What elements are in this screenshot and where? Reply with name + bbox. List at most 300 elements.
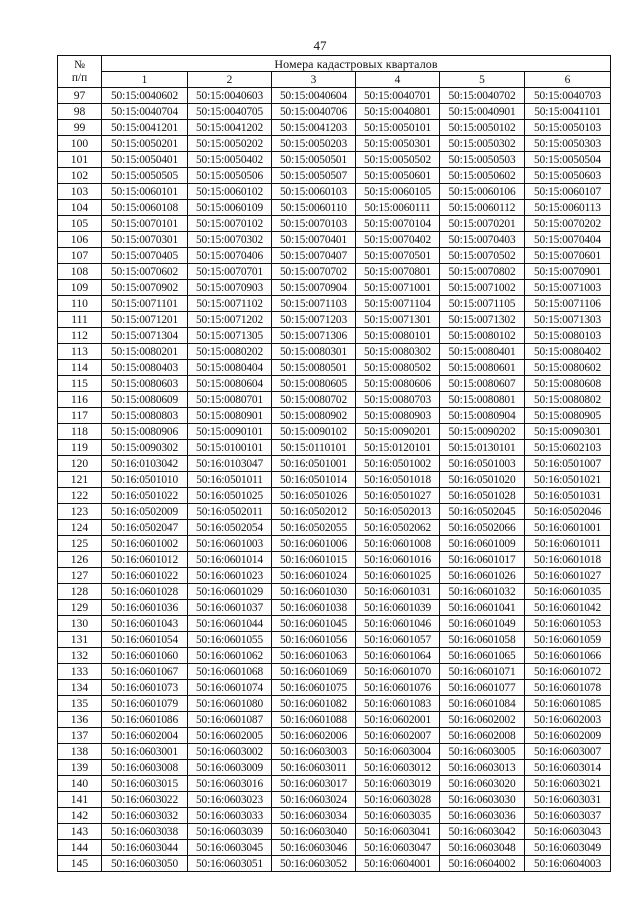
cadastral-number-cell: 50:15:0040705 [188,104,272,120]
cadastral-number-cell: 50:15:0080703 [356,392,440,408]
cadastral-number-cell: 50:15:0080609 [102,392,188,408]
cadastral-number-cell: 50:16:0601057 [356,632,440,648]
cadastral-number-cell: 50:16:0501014 [272,472,356,488]
cadastral-number-cell: 50:15:0080602 [525,360,611,376]
cadastral-number-cell: 50:15:0070402 [356,232,440,248]
cadastral-number-cell: 50:16:0601083 [356,696,440,712]
cadastral-number-cell: 50:16:0603044 [102,840,188,856]
table-row [58,120,611,136]
cadastral-number-cell: 50:15:0070407 [272,248,356,264]
row-number-cell: 115 [58,376,102,392]
cadastral-number-cell: 50:16:0601028 [102,584,188,600]
table-row [58,808,611,824]
table-row [58,360,611,376]
cadastral-number-cell: 50:16:0601029 [188,584,272,600]
cadastral-number-cell: 50:15:0080302 [356,344,440,360]
cadastral-number-cell: 50:15:0070602 [102,264,188,280]
cadastral-number-cell: 50:16:0603037 [525,808,611,824]
cadastral-number-cell: 50:16:0501007 [525,456,611,472]
row-number-cell: 102 [58,168,102,184]
cadastral-number-cell: 50:15:0040702 [440,88,525,104]
cadastral-number-cell: 50:16:0603045 [188,840,272,856]
cadastral-number-cell: 50:16:0601022 [102,568,188,584]
cadastral-number-cell: 50:15:0040703 [525,88,611,104]
table-row [58,728,611,744]
cadastral-number-cell: 50:15:0080606 [356,376,440,392]
row-number-cell: 109 [58,280,102,296]
cadastral-number-cell: 50:16:0601001 [525,520,611,536]
cadastral-number-cell: 50:15:0071202 [188,312,272,328]
table-row [58,328,611,344]
cadastral-number-cell: 50:16:0601070 [356,664,440,680]
cadastral-number-cell: 50:15:0070101 [102,216,188,232]
table-title-header: Номера кадастровых кварталов [102,56,611,72]
cadastral-number-cell: 50:16:0603041 [356,824,440,840]
row-number-cell: 100 [58,136,102,152]
cadastral-number-cell: 50:16:0601008 [356,536,440,552]
row-number-cell: 112 [58,328,102,344]
cadastral-number-cell: 50:15:0071101 [102,296,188,312]
cadastral-number-cell: 50:16:0601014 [188,552,272,568]
cadastral-number-cell: 50:15:0040604 [272,88,356,104]
cadastral-number-cell: 50:16:0601066 [525,648,611,664]
cadastral-number-cell: 50:15:0071003 [525,280,611,296]
cadastral-number-cell: 50:16:0601039 [356,600,440,616]
cadastral-number-cell: 50:15:0090202 [440,424,525,440]
cadastral-number-cell: 50:16:0601053 [525,616,611,632]
cadastral-number-cell: 50:15:0050401 [102,152,188,168]
cadastral-number-cell: 50:15:0050402 [188,152,272,168]
row-number-cell: 111 [58,312,102,328]
cadastral-number-cell: 50:15:0070701 [188,264,272,280]
cadastral-number-cell: 50:16:0502055 [272,520,356,536]
row-number-cell: 113 [58,344,102,360]
cadastral-number-cell: 50:15:0080202 [188,344,272,360]
cadastral-number-cell: 50:15:0070104 [356,216,440,232]
cadastral-number-cell: 50:15:0120101 [356,440,440,456]
cadastral-number-cell: 50:15:0080702 [272,392,356,408]
cadastral-number-cell: 50:15:0080502 [356,360,440,376]
cadastral-number-cell: 50:16:0603051 [188,856,272,872]
row-number-cell: 145 [58,856,102,872]
cadastral-number-cell: 50:16:0603001 [102,744,188,760]
cadastral-number-cell: 50:16:0501018 [356,472,440,488]
table-header-row [58,56,611,72]
row-number-cell: 98 [58,104,102,120]
cadastral-number-cell: 50:16:0601074 [188,680,272,696]
cadastral-number-cell: 50:15:0040603 [188,88,272,104]
cadastral-number-cell: 50:16:0601049 [440,616,525,632]
cadastral-number-cell: 50:15:0080603 [102,376,188,392]
row-number-cell: 97 [58,88,102,104]
table-row [58,136,611,152]
cadastral-number-cell: 50:15:0080404 [188,360,272,376]
column-number-header: 1 [102,72,188,88]
cadastral-number-cell: 50:16:0603023 [188,792,272,808]
cadastral-number-cell: 50:16:0601017 [440,552,525,568]
table-row [58,792,611,808]
cadastral-number-cell: 50:15:0070904 [272,280,356,296]
row-number-cell: 119 [58,440,102,456]
row-number-cell: 117 [58,408,102,424]
cadastral-number-cell: 50:16:0603040 [272,824,356,840]
cadastral-number-cell: 50:15:0110101 [272,440,356,456]
cadastral-number-cell: 50:16:0602006 [272,728,356,744]
cadastral-number-cell: 50:16:0603007 [525,744,611,760]
table-row [58,712,611,728]
cadastral-number-cell: 50:15:0050502 [356,152,440,168]
row-number-cell: 105 [58,216,102,232]
table-row [58,824,611,840]
cadastral-number-cell: 50:15:0050302 [440,136,525,152]
cadastral-number-cell: 50:16:0603024 [272,792,356,808]
cadastral-number-cell: 50:15:0070302 [188,232,272,248]
row-number-cell: 133 [58,664,102,680]
cadastral-number-cell: 50:16:0601003 [188,536,272,552]
cadastral-number-cell: 50:16:0601085 [525,696,611,712]
cadastral-number-cell: 50:15:0080901 [188,408,272,424]
page-number: 47 [313,38,327,53]
cadastral-number-cell: 50:16:0601069 [272,664,356,680]
cadastral-number-cell: 50:15:0041202 [188,120,272,136]
cadastral-number-cell: 50:16:0501020 [440,472,525,488]
cadastral-number-cell: 50:15:0040801 [356,104,440,120]
cadastral-number-cell: 50:16:0603042 [440,824,525,840]
cadastral-number-cell: 50:15:0070502 [440,248,525,264]
row-number-cell: 128 [58,584,102,600]
cadastral-number-cell: 50:16:0603012 [356,760,440,776]
cadastral-number-cell: 50:15:0050603 [525,168,611,184]
cadastral-number-cell: 50:15:0080601 [440,360,525,376]
cadastral-number-cell: 50:16:0601037 [188,600,272,616]
cadastral-number-cell: 50:16:0601063 [272,648,356,664]
cadastral-number-cell: 50:15:0060112 [440,200,525,216]
cadastral-number-cell: 50:15:0050507 [272,168,356,184]
cadastral-number-cell: 50:15:0080101 [356,328,440,344]
cadastral-number-cell: 50:15:0070401 [272,232,356,248]
table-row [58,408,611,424]
table-row [58,504,611,520]
cadastral-number-cell: 50:16:0502047 [102,520,188,536]
cadastral-number-cell: 50:16:0601054 [102,632,188,648]
row-number-cell: 134 [58,680,102,696]
cadastral-number-cell: 50:15:0071106 [525,296,611,312]
cadastral-number-cell: 50:16:0501011 [188,472,272,488]
cadastral-number-cell: 50:15:0050101 [356,120,440,136]
cadastral-number-cell: 50:16:0601031 [356,584,440,600]
cadastral-number-cell: 50:15:0070902 [102,280,188,296]
row-number-cell: 104 [58,200,102,216]
row-number-cell: 114 [58,360,102,376]
cadastral-number-cell: 50:15:0050503 [440,152,525,168]
cadastral-number-cell: 50:16:0603036 [440,808,525,824]
row-number-cell: 123 [58,504,102,520]
row-number-cell: 124 [58,520,102,536]
cadastral-number-cell: 50:15:0070903 [188,280,272,296]
cadastral-number-cell: 50:16:0604001 [356,856,440,872]
cadastral-number-cell: 50:15:0070404 [525,232,611,248]
cadastral-number-cell: 50:15:0602103 [525,440,611,456]
cadastral-number-cell: 50:15:0070202 [525,216,611,232]
cadastral-number-cell: 50:16:0601060 [102,648,188,664]
cadastral-number-cell: 50:16:0501001 [272,456,356,472]
table-row [58,760,611,776]
cadastral-number-cell: 50:15:0041101 [525,104,611,120]
cadastral-number-cell: 50:16:0603046 [272,840,356,856]
cadastral-number-cell: 50:15:0070406 [188,248,272,264]
table-row [58,488,611,504]
cadastral-number-cell: 50:15:0060103 [272,184,356,200]
cadastral-number-cell: 50:16:0502054 [188,520,272,536]
cadastral-number-cell: 50:15:0050201 [102,136,188,152]
cadastral-number-cell: 50:16:0603002 [188,744,272,760]
cadastral-number-cell: 50:16:0601058 [440,632,525,648]
row-number-cell: 106 [58,232,102,248]
cadastral-number-cell: 50:16:0603019 [356,776,440,792]
table-row [58,200,611,216]
cadastral-number-cell: 50:15:0080102 [440,328,525,344]
cadastral-number-cell: 50:16:0501021 [525,472,611,488]
cadastral-number-cell: 50:15:0050202 [188,136,272,152]
cadastral-number-cell: 50:15:0070901 [525,264,611,280]
cadastral-number-cell: 50:16:0502045 [440,504,525,520]
cadastral-number-cell: 50:16:0601043 [102,616,188,632]
cadastral-number-cell: 50:15:0050103 [525,120,611,136]
cadastral-number-cell: 50:15:0080201 [102,344,188,360]
table-row [58,392,611,408]
cadastral-number-cell: 50:15:0071305 [188,328,272,344]
cadastral-number-cell: 50:16:0601030 [272,584,356,600]
table-row [58,648,611,664]
cadastral-number-cell: 50:15:0071306 [272,328,356,344]
cadastral-number-cell: 50:15:0080802 [525,392,611,408]
column-number-header: 5 [440,72,525,88]
cadastral-number-cell: 50:15:0080103 [525,328,611,344]
cadastral-number-cell: 50:15:0050504 [525,152,611,168]
table-row [58,440,611,456]
cadastral-number-cell: 50:15:0060108 [102,200,188,216]
cadastral-number-cell: 50:15:0071301 [356,312,440,328]
cadastral-number-cell: 50:16:0501010 [102,472,188,488]
cadastral-number-cell: 50:16:0603039 [188,824,272,840]
row-number-cell: 116 [58,392,102,408]
cadastral-number-cell: 50:15:0080403 [102,360,188,376]
cadastral-number-cell: 50:15:0090101 [188,424,272,440]
cadastral-number-cell: 50:16:0501026 [272,488,356,504]
cadastral-quarters-table [57,55,611,872]
table-row [58,232,611,248]
cadastral-number-cell: 50:15:0080402 [525,344,611,360]
cadastral-number-cell: 50:16:0602004 [102,728,188,744]
cadastral-number-cell: 50:16:0103047 [188,456,272,472]
table-row [58,536,611,552]
cadastral-number-cell: 50:16:0601038 [272,600,356,616]
cadastral-number-cell: 50:15:0050602 [440,168,525,184]
cadastral-number-cell: 50:16:0601015 [272,552,356,568]
cadastral-number-cell: 50:16:0601073 [102,680,188,696]
table-row [58,296,611,312]
cadastral-number-cell: 50:16:0602008 [440,728,525,744]
cadastral-number-cell: 50:15:0080902 [272,408,356,424]
cadastral-number-cell: 50:16:0601045 [272,616,356,632]
cadastral-number-cell: 50:16:0601078 [525,680,611,696]
cadastral-number-cell: 50:15:0070301 [102,232,188,248]
cadastral-number-cell: 50:16:0601068 [188,664,272,680]
cadastral-number-cell: 50:16:0603020 [440,776,525,792]
cadastral-number-cell: 50:15:0070201 [440,216,525,232]
table-row [58,168,611,184]
cadastral-number-cell: 50:16:0602005 [188,728,272,744]
row-number-cell: 130 [58,616,102,632]
cadastral-number-cell: 50:16:0502046 [525,504,611,520]
cadastral-number-cell: 50:16:0602009 [525,728,611,744]
cadastral-number-cell: 50:15:0071203 [272,312,356,328]
cadastral-number-cell: 50:15:0060107 [525,184,611,200]
cadastral-number-cell: 50:16:0603008 [102,760,188,776]
cadastral-number-cell: 50:16:0603043 [525,824,611,840]
cadastral-number-cell: 50:15:0071102 [188,296,272,312]
cadastral-number-cell: 50:16:0603021 [525,776,611,792]
cadastral-number-cell: 50:16:0601009 [440,536,525,552]
cadastral-number-cell: 50:16:0601027 [525,568,611,584]
row-number-cell: 127 [58,568,102,584]
cadastral-number-cell: 50:15:0041201 [102,120,188,136]
cadastral-number-cell: 50:16:0601024 [272,568,356,584]
table-row [58,264,611,280]
cadastral-number-cell: 50:16:0603003 [272,744,356,760]
cadastral-number-cell: 50:16:0601011 [525,536,611,552]
cadastral-number-cell: 50:15:0090302 [102,440,188,456]
cadastral-number-cell: 50:16:0502009 [102,504,188,520]
cadastral-number-cell: 50:16:0601023 [188,568,272,584]
row-number-cell: 107 [58,248,102,264]
cadastral-number-cell: 50:16:0601082 [272,696,356,712]
row-number-cell: 126 [58,552,102,568]
cadastral-number-cell: 50:15:0050601 [356,168,440,184]
cadastral-number-cell: 50:16:0501031 [525,488,611,504]
cadastral-number-cell: 50:15:0080604 [188,376,272,392]
cadastral-number-cell: 50:15:0060105 [356,184,440,200]
table-row [58,584,611,600]
row-number-cell: 125 [58,536,102,552]
table-row [58,456,611,472]
cadastral-number-cell: 50:15:0090201 [356,424,440,440]
table-row [58,152,611,168]
cadastral-number-cell: 50:16:0603005 [440,744,525,760]
cadastral-number-cell: 50:16:0601087 [188,712,272,728]
row-number-cell: 135 [58,696,102,712]
cadastral-number-cell: 50:16:0601046 [356,616,440,632]
cadastral-number-cell: 50:16:0502013 [356,504,440,520]
cadastral-number-cell: 50:16:0601079 [102,696,188,712]
cadastral-number-cell: 50:15:0050301 [356,136,440,152]
table-row [58,856,611,872]
cadastral-number-cell: 50:15:0050303 [525,136,611,152]
row-number-cell: 138 [58,744,102,760]
cadastral-number-cell: 50:15:0080401 [440,344,525,360]
cadastral-number-cell: 50:15:0060110 [272,200,356,216]
cadastral-number-cell: 50:15:0071302 [440,312,525,328]
column-number-header: 4 [356,72,440,88]
column-number-header: 6 [525,72,611,88]
cadastral-number-cell: 50:16:0603047 [356,840,440,856]
table-row [58,376,611,392]
cadastral-number-cell: 50:15:0070801 [356,264,440,280]
cadastral-number-cell: 50:16:0603017 [272,776,356,792]
row-number-cell: 122 [58,488,102,504]
cadastral-number-cell: 50:16:0501003 [440,456,525,472]
cadastral-number-cell: 50:16:0603052 [272,856,356,872]
cadastral-number-cell: 50:16:0603048 [440,840,525,856]
row-number-cell: 129 [58,600,102,616]
table-row [58,88,611,104]
cadastral-number-cell: 50:16:0601018 [525,552,611,568]
table-row [58,744,611,760]
cadastral-number-cell: 50:16:0603032 [102,808,188,824]
cadastral-number-cell: 50:16:0602007 [356,728,440,744]
cadastral-number-cell: 50:16:0603034 [272,808,356,824]
cadastral-number-cell: 50:15:0080905 [525,408,611,424]
cadastral-number-cell: 50:15:0060113 [525,200,611,216]
cadastral-number-cell: 50:16:0603038 [102,824,188,840]
row-number-header [58,56,102,88]
table-row [58,616,611,632]
table-row [58,184,611,200]
cadastral-number-cell: 50:16:0601072 [525,664,611,680]
cadastral-number-cell: 50:16:0601062 [188,648,272,664]
row-number-cell: 131 [58,632,102,648]
cadastral-number-cell: 50:16:0602001 [356,712,440,728]
row-number-cell: 108 [58,264,102,280]
cadastral-number-cell: 50:16:0601006 [272,536,356,552]
row-number-cell: 136 [58,712,102,728]
cadastral-number-cell: 50:15:0071304 [102,328,188,344]
table-row [58,568,611,584]
cadastral-number-cell: 50:15:0130101 [440,440,525,456]
row-number-cell: 140 [58,776,102,792]
table-row [58,344,611,360]
row-number-cell: 143 [58,824,102,840]
cadastral-number-cell: 50:15:0070501 [356,248,440,264]
cadastral-number-cell: 50:16:0604002 [440,856,525,872]
table-row [58,312,611,328]
row-number-cell: 141 [58,792,102,808]
cadastral-number-cell: 50:16:0601075 [272,680,356,696]
cadastral-number-cell: 50:15:0070601 [525,248,611,264]
cadastral-number-cell: 50:16:0604003 [525,856,611,872]
row-number-cell: 137 [58,728,102,744]
row-number-cell: 99 [58,120,102,136]
cadastral-number-cell: 50:16:0601067 [102,664,188,680]
cadastral-number-cell: 50:16:0601065 [440,648,525,664]
table-row [58,664,611,680]
cadastral-number-cell: 50:15:0071002 [440,280,525,296]
table-body [58,88,611,872]
cadastral-number-cell: 50:16:0601056 [272,632,356,648]
cadastral-number-cell: 50:15:0050102 [440,120,525,136]
cadastral-number-cell: 50:16:0501028 [440,488,525,504]
row-number-cell: 139 [58,760,102,776]
table-row [58,520,611,536]
cadastral-number-cell: 50:15:0071201 [102,312,188,328]
table-row [58,680,611,696]
row-number-header-abbrev: п/п [71,71,88,84]
row-number-cell: 110 [58,296,102,312]
row-number-cell: 144 [58,840,102,856]
cadastral-number-cell: 50:15:0060109 [188,200,272,216]
cadastral-number-cell: 50:16:0602002 [440,712,525,728]
cadastral-number-cell: 50:15:0080605 [272,376,356,392]
